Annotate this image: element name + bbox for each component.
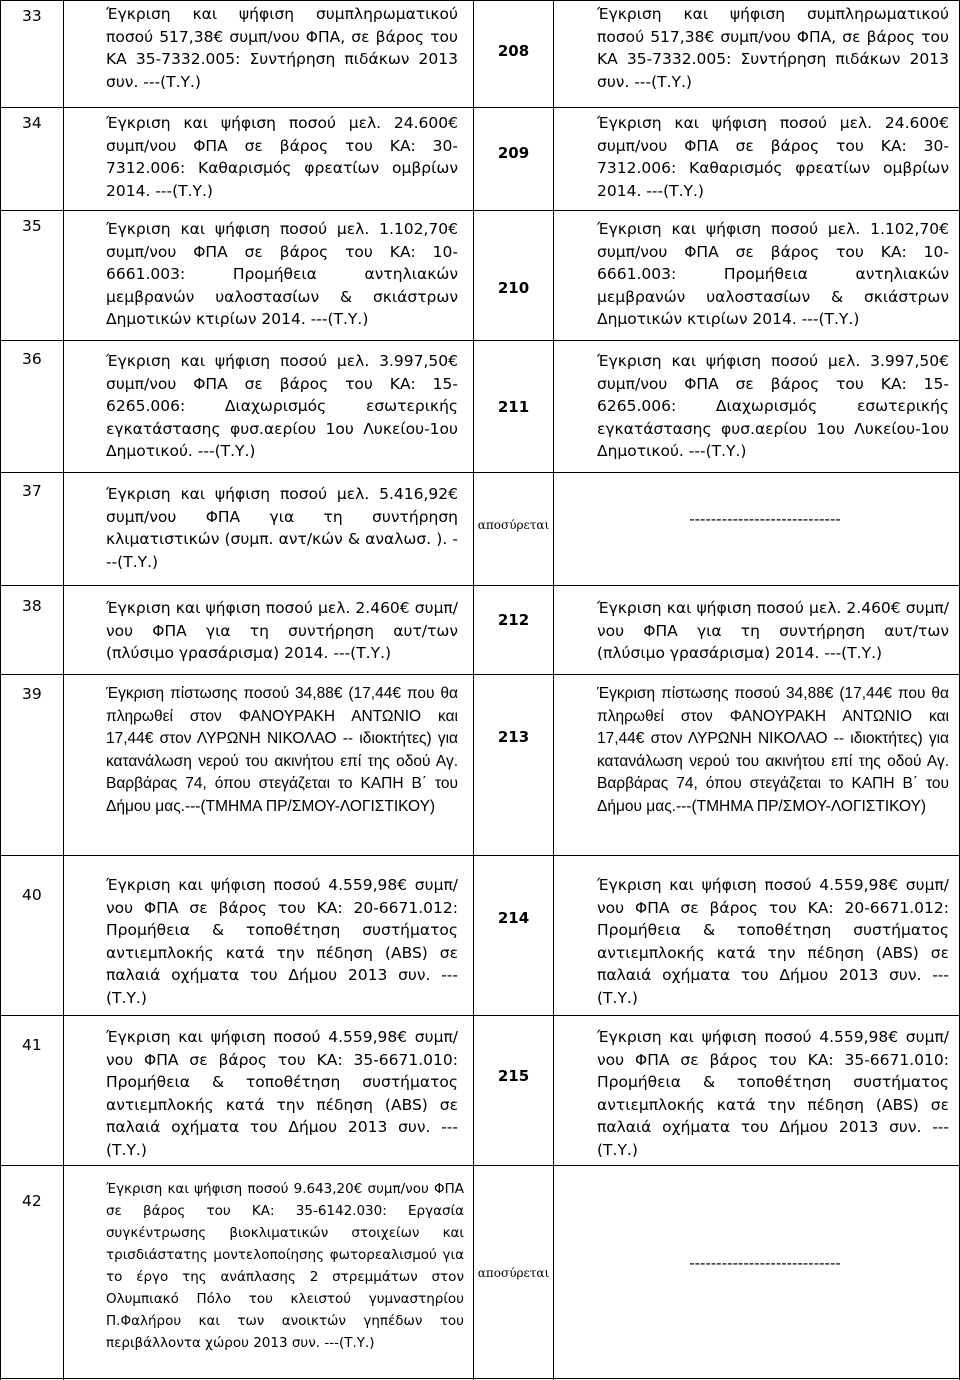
decision-text: Έγκριση και ψήφιση ποσού μελ. 24.600€ συμπ/νου ΦΠΑ σε βάρος του ΚΑ: 30-7312.006: Καθαρισμός φρεατίων ομβρίων 2014. ---(Τ.Υ.) [597, 114, 949, 200]
item-description: Έγκριση και ψήφιση ποσού 4.559,98€ συμπ/νου ΦΠΑ σε βάρος του ΚΑ: 20-6671.012: Προμήθεια & τοποθέτηση συστήματος αντιεμπλοκής κατά την πέδηση (ABS) σε παλαιά οχήματα του Δήμου 2013 συν. ---(Τ.Υ.) [106, 876, 458, 1007]
decision-number: 209 [497, 144, 530, 162]
item-number: 36 [22, 350, 42, 368]
item-description: Έγκριση και ψήφιση ποσού μελ. 2.460€ συμπ/νου ΦΠΑ για τη συντήρηση αυτ/των (πλύσιμο γρασάρισμα) 2014. ---(Τ.Υ.) [106, 599, 458, 662]
item-number: 39 [22, 685, 42, 703]
decision-number: 210 [497, 279, 530, 297]
item-number: 41 [22, 1036, 42, 1054]
item-description: Έγκριση και ψήφιση ποσού μελ. 5.416,92€ συμπ/νου ΦΠΑ για τη συντήρηση κλιματιστικών (συμπ. αντ/κών & αναλωσ. ). ---(Τ.Υ.) [106, 485, 458, 571]
item-description: Έγκριση και ψήφιση συμπληρωματικού ποσού 517,38€ συμπ/νου ΦΠΑ, σε βάρος του ΚΑ 35-7332.005: Συντήρηση πιδάκων 2013 συν. ---(Τ.Υ.) [106, 5, 458, 91]
decision-number: 208 [497, 42, 530, 60]
decision-number: 212 [497, 611, 530, 629]
column-divider [473, 0, 474, 1380]
decision-text: Έγκριση και ψήφιση συμπληρωματικού ποσού 517,38€ συμπ/νου ΦΠΑ, σε βάρος του ΚΑ 35-7332.005: Συντήρηση πιδάκων 2013 συν. ---(Τ.Υ.) [597, 5, 949, 91]
empty-decision-placeholder: ---------------------------- [689, 510, 841, 528]
column-divider [553, 0, 554, 1380]
item-number: 33 [22, 7, 42, 25]
row-divider [0, 340, 960, 341]
column-divider [63, 0, 64, 1380]
decision-number: 214 [497, 909, 530, 927]
empty-decision-placeholder: ---------------------------- [689, 1254, 841, 1272]
item-description: Έγκριση και ψήφιση ποσού μελ. 3.997,50€ συμπ/νου ΦΠΑ σε βάρος του ΚΑ: 15-6265.006: Διαχωρισμός εσωτερικής εγκατάστασης φυσ.αερίου 1ου Λυκείου-1ου Δημοτικού. ---(Τ.Υ.) [106, 352, 458, 460]
item-number: 37 [22, 482, 42, 500]
item-number: 35 [22, 217, 42, 235]
decision-text: Έγκριση και ψήφιση ποσού μελ. 3.997,50€ συμπ/νου ΦΠΑ σε βάρος του ΚΑ: 15-6265.006: Διαχωρισμός εσωτερικής εγκατάστασης φυσ.αερίου 1ου Λυκείου-1ου Δημοτικού. ---(Τ.Υ.) [597, 352, 949, 460]
decision-text: Έγκριση και ψήφιση ποσού 4.559,98€ συμπ/νου ΦΠΑ σε βάρος του ΚΑ: 35-6671.010: Προμήθεια & τοποθέτηση συστήματος αντιεμπλοκής κατά την πέδηση (ABS) σε παλαιά οχήματα του Δήμου 2013 συν. ---(Τ.Υ.) [597, 1028, 949, 1159]
row-divider [0, 0, 960, 1]
row-divider [0, 1015, 960, 1016]
row-divider [0, 107, 960, 108]
withdrawn-status: αποσύρεται [477, 1266, 550, 1280]
item-description: Έγκριση και ψήφιση ποσού 9.643,20€ συμπ/νου ΦΠΑ σε βάρος του ΚΑ: 35-6142.030: Εργασία συγκέντρωσης βιοκλιματικών στοιχείων και τρισδιάστατης μοντελοποίησης φωτορεαλισμού για το έργο της ανάπλασης 2 στρεμμάτων στον Ολυμπιακό Πόλο του κλειστού γυμναστηρίου Π.Φαλήρου και των ανοικτών γηπέδων του περιβάλλοντα χώρου 2013 συν. ---(Τ.Υ.) [106, 1181, 464, 1351]
item-number: 42 [22, 1192, 42, 1210]
decision-number: 213 [497, 728, 530, 746]
item-number: 34 [22, 114, 42, 132]
decision-text: Έγκριση και ψήφιση ποσού 4.559,98€ συμπ/νου ΦΠΑ σε βάρος του ΚΑ: 20-6671.012: Προμήθεια & τοποθέτηση συστήματος αντιεμπλοκής κατά την πέδηση (ABS) σε παλαιά οχήματα του Δήμου 2013 συν. ---(Τ.Υ.) [597, 876, 949, 1007]
item-description: Έγκριση και ψήφιση ποσού μελ. 24.600€ συμπ/νου ΦΠΑ σε βάρος του ΚΑ: 30-7312.006: Καθαρισμός φρεατίων ομβρίων 2014. ---(Τ.Υ.) [106, 114, 458, 200]
withdrawn-status: αποσύρεται [477, 518, 550, 532]
item-description: Έγκριση και ψήφιση ποσού 4.559,98€ συμπ/νου ΦΠΑ σε βάρος του ΚΑ: 35-6671.010: Προμήθεια & τοποθέτηση συστήματος αντιεμπλοκής κατά την πέδηση (ABS) σε παλαιά οχήματα του Δήμου 2013 συν. ---(Τ.Υ.) [106, 1028, 458, 1159]
row-divider [0, 855, 960, 856]
table-border-left [0, 0, 1, 1380]
item-description: Έγκριση και ψήφιση ποσού μελ. 1.102,70€ συμπ/νου ΦΠΑ σε βάρος του ΚΑ: 10-6661.003: Προμήθεια αντηλιακών μεμβρανών υαλοστασίων & σκιάστρων Δημοτικών κτιρίων 2014. ---(Τ.Υ.) [106, 220, 458, 328]
row-divider [0, 674, 960, 675]
row-divider [0, 210, 960, 211]
row-divider [0, 1165, 960, 1166]
row-divider [0, 1378, 960, 1379]
decision-text: Έγκριση και ψήφιση ποσού μελ. 2.460€ συμπ/νου ΦΠΑ για τη συντήρηση αυτ/των (πλύσιμο γρασάρισμα) 2014. ---(Τ.Υ.) [597, 599, 949, 662]
row-divider [0, 585, 960, 586]
item-number: 38 [22, 597, 42, 615]
decision-text: Έγκριση πίστωσης ποσού 34,88€ (17,44€ που θα πληρωθεί στον ΦΑΝΟΥΡΑΚΗ ΑΝΤΩΝΙΟ και 17,44€ στον ΛΥΡΩΝΗ ΝΙΚΟΛΑΟ -- ιδιοκτήτες) για κατανάλωση νερού του ακινήτου επί της οδού Αγ. Βαρβάρας 74, όπου στεγάζεται το ΚΑΠΗ Β΄ του Δήμου μας.---(ΤΜΗΜΑ ΠΡ/ΣΜΟΥ-ΛΟΓΙΣΤΙΚΟΥ) [597, 685, 949, 815]
row-divider [0, 472, 960, 473]
item-description: Έγκριση πίστωσης ποσού 34,88€ (17,44€ που θα πληρωθεί στον ΦΑΝΟΥΡΑΚΗ ΑΝΤΩΝΙΟ και 17,44€ στον ΛΥΡΩΝΗ ΝΙΚΟΛΑΟ -- ιδιοκτήτες) για κατανάλωση νερού του ακινήτου επί της οδού Αγ. Βαρβάρας 74, όπου στεγάζεται το ΚΑΠΗ Β΄ του Δήμου μας.---(ΤΜΗΜΑ ΠΡ/ΣΜΟΥ-ΛΟΓΙΣΤΙΚΟΥ) [106, 685, 458, 815]
decision-number: 215 [497, 1067, 530, 1085]
decision-number: 211 [497, 398, 530, 416]
item-number: 40 [22, 886, 42, 904]
decision-text: Έγκριση και ψήφιση ποσού μελ. 1.102,70€ συμπ/νου ΦΠΑ σε βάρος του ΚΑ: 10-6661.003: Προμήθεια αντηλιακών μεμβρανών υαλοστασίων & σκιάστρων Δημοτικών κτιρίων 2014. ---(Τ.Υ.) [597, 220, 949, 328]
